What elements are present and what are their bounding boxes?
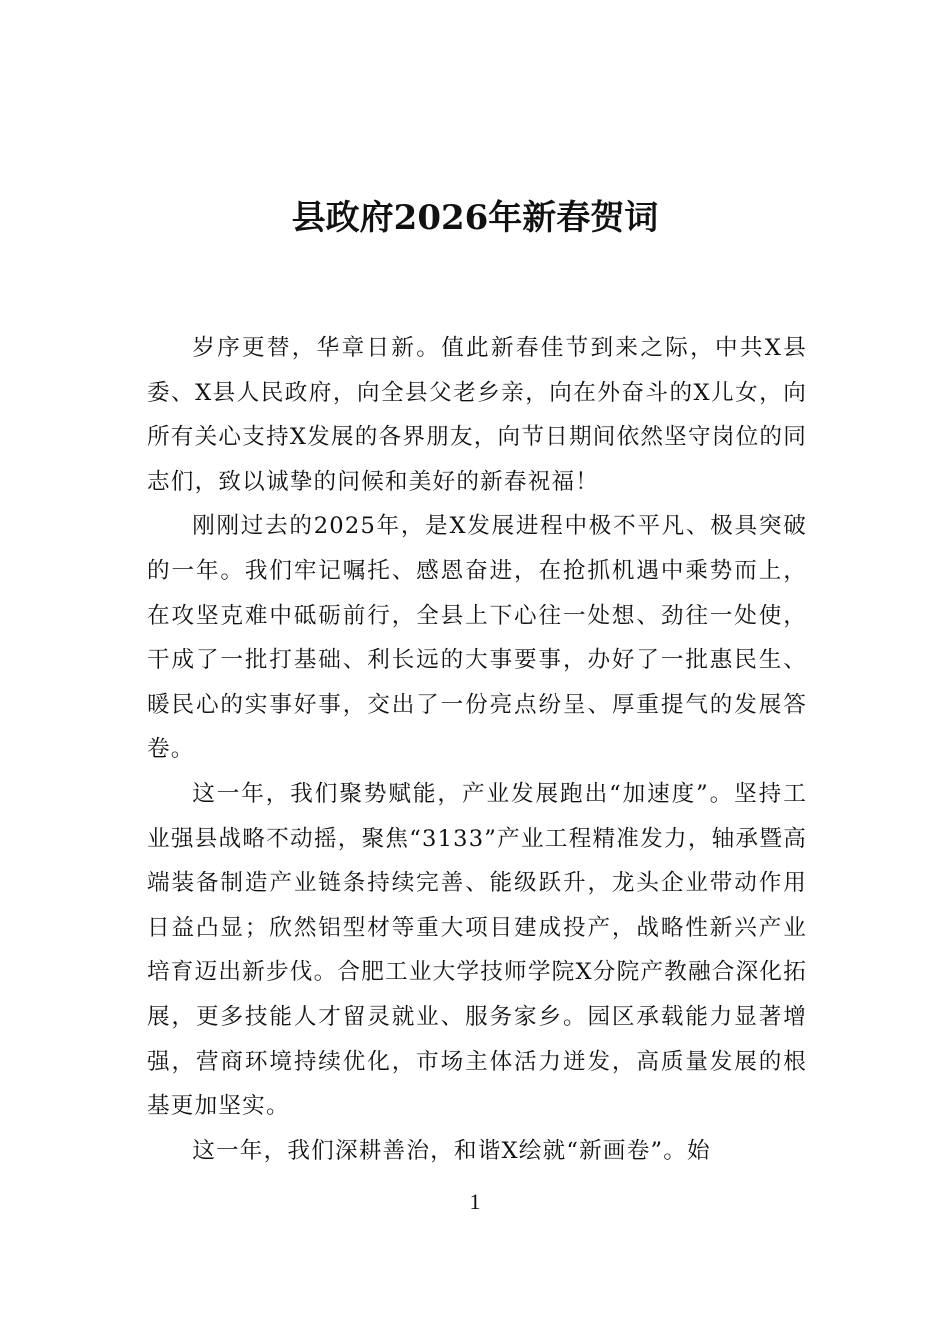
document-title: 县政府2026年新春贺词 <box>291 198 659 238</box>
paragraph-greeting: 岁序更替，华章日新。值此新春佳节到来之际，中共X县委、X县人民政府，向全县父老乡亲，向在外奋斗的X儿女，向所有关心支持X发展的各界朋友，向节日期间依然坚守岗位的同志们，致以诚挚的问候和美好的新春祝福！ <box>147 335 807 495</box>
page-number: 1 <box>469 1189 481 1214</box>
paragraph-industry: 这一年，我们聚势赋能，产业发展跑出“加速度”。坚持工业强县战略不动摇，聚焦“3133”产业工程精准发力，轴承暨高端装备制造产业链条持续完善、能级跃升，龙头企业带动作用日益凸显；欣然铝型材等重大项目建成投产，战略性新兴产业培育迈出新步伐。合肥工业大学技师学院X分院产教融合深化拓展，更多技能人才留灵就业、服务家乡。园区承载能力显著增强，营商环境持续优化，市场主体活力迸发，高质量发展的根基更加坚实。 <box>147 780 807 1120</box>
paragraph-review-2025: 刚刚过去的2025年，是X发展进程中极不平凡、极具突破的一年。我们牢记嘱托、感恩奋进，在抢抓机遇中乘势而上，在攻坚克难中砥砺前行，全县上下心往一处想、劲往一处使，干成了一批打基础、利长远的大事要事，办好了一批惠民生、暖民心的实事好事，交出了一份亮点纷呈、厚重提气的发展答卷。 <box>147 513 807 763</box>
document-body <box>147 326 807 1173</box>
paragraph-governance: 这一年，我们深耕善治，和谐X绘就“新画卷”。始 <box>192 1137 711 1164</box>
